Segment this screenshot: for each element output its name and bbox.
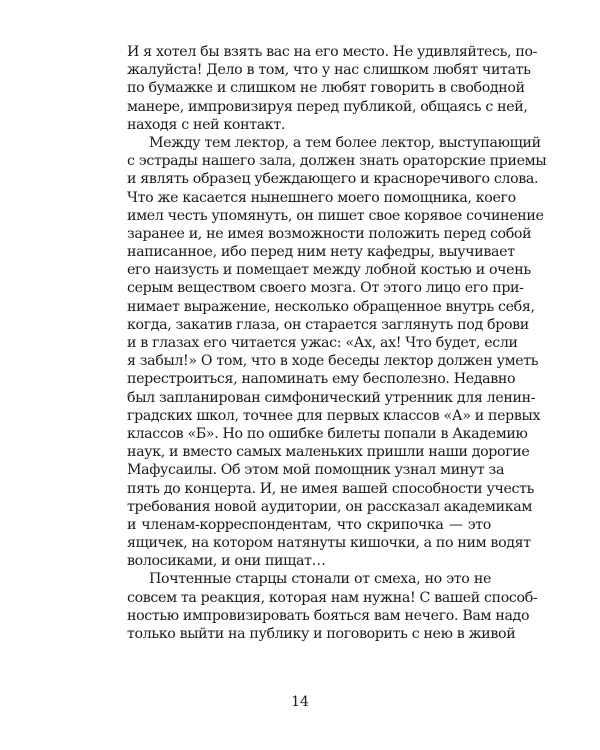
text-line: и в глазах его читается ужас: «Ах, ах! Что будет, если (127, 335, 518, 351)
text-line: совсем та реакция, которая нам нужна! С вашей способ- (127, 589, 538, 606)
text-line: был запланирован симфонический утренник для ленин- (127, 389, 536, 406)
text-line: жалуйста! Дело в том, что у нас слишком любят читать (127, 62, 531, 79)
text-line: градских школ, точнее для первых классов «А» и первых (127, 407, 541, 424)
text-line: классов «Б». Но по ошибке билеты попали в Академию (127, 425, 528, 442)
text-line: волосиками, и они пищат… (127, 553, 326, 570)
text-line: ностью импровизировать бояться вам нечего. Вам надо (127, 607, 530, 624)
text-line: ящичек, на котором натянуты кишочки, а по ним водят (127, 535, 531, 552)
text-line: серым веществом своего мозга. От этого лицо его при- (127, 280, 524, 297)
text-line: его наизусть и помещает между лобной костью и очень (127, 262, 531, 279)
page-body-text (127, 43, 547, 643)
text-line: Мафусаилы. Об этом мой помощник узнал минут за (127, 462, 505, 479)
text-line: наук, и вместо самых маленьких пришли наши дорогие (127, 444, 530, 461)
text-line: я забыл!» О том, что в ходе беседы лектор должен уметь (127, 353, 539, 370)
text-line: по бумажке и слишком не любят говорить в свободной (127, 80, 525, 97)
text-line: перестроиться, напоминать ему бесполезно. Недавно (127, 371, 516, 388)
text-line: Почтенные старцы стонали от смеха, но это не (149, 571, 491, 588)
text-line: имел честь упомянуть, он пишет свое корявое сочинение (127, 207, 544, 224)
text-line: нимает выражение, несколько обращенное внутрь себя, (127, 298, 535, 315)
text-line: Что же касается нынешнего моего помощника, коего (127, 189, 516, 206)
text-line: заранее и, не имея возможности положить перед собой (127, 225, 532, 242)
text-line: написанное, ибо перед ним нету кафедры, выучивает (127, 244, 515, 261)
text-line: требования новой аудитории, он рассказал академикам (127, 498, 533, 515)
text-line: Между тем лектор, а тем более лектор, выступающий (149, 134, 541, 151)
text-line: И я хотел бы взять вас на его место. Не удивляйтесь, по- (127, 44, 538, 60)
text-line: только выйти на публику и поговорить с нею в живой (127, 626, 516, 642)
text-line: и являть образец убеждающего и красноречивого слова. (127, 171, 539, 188)
page-number: 14 (291, 694, 309, 710)
text-line: и членам-корреспондентам, что скрипочка — это (127, 516, 491, 533)
text-line: пять до концерта. И, не имея вашей способности учесть (127, 480, 534, 497)
text-line: находя с ней контакт. (127, 116, 285, 133)
text-line: манере, импровизируя перед публикой, общаясь с ней, (127, 98, 528, 115)
text-line: с эстрады нашего зала, должен знать ораторские приемы (127, 153, 547, 170)
text-line: когда, закатив глаза, он старается заглянуть под брови (127, 316, 529, 333)
